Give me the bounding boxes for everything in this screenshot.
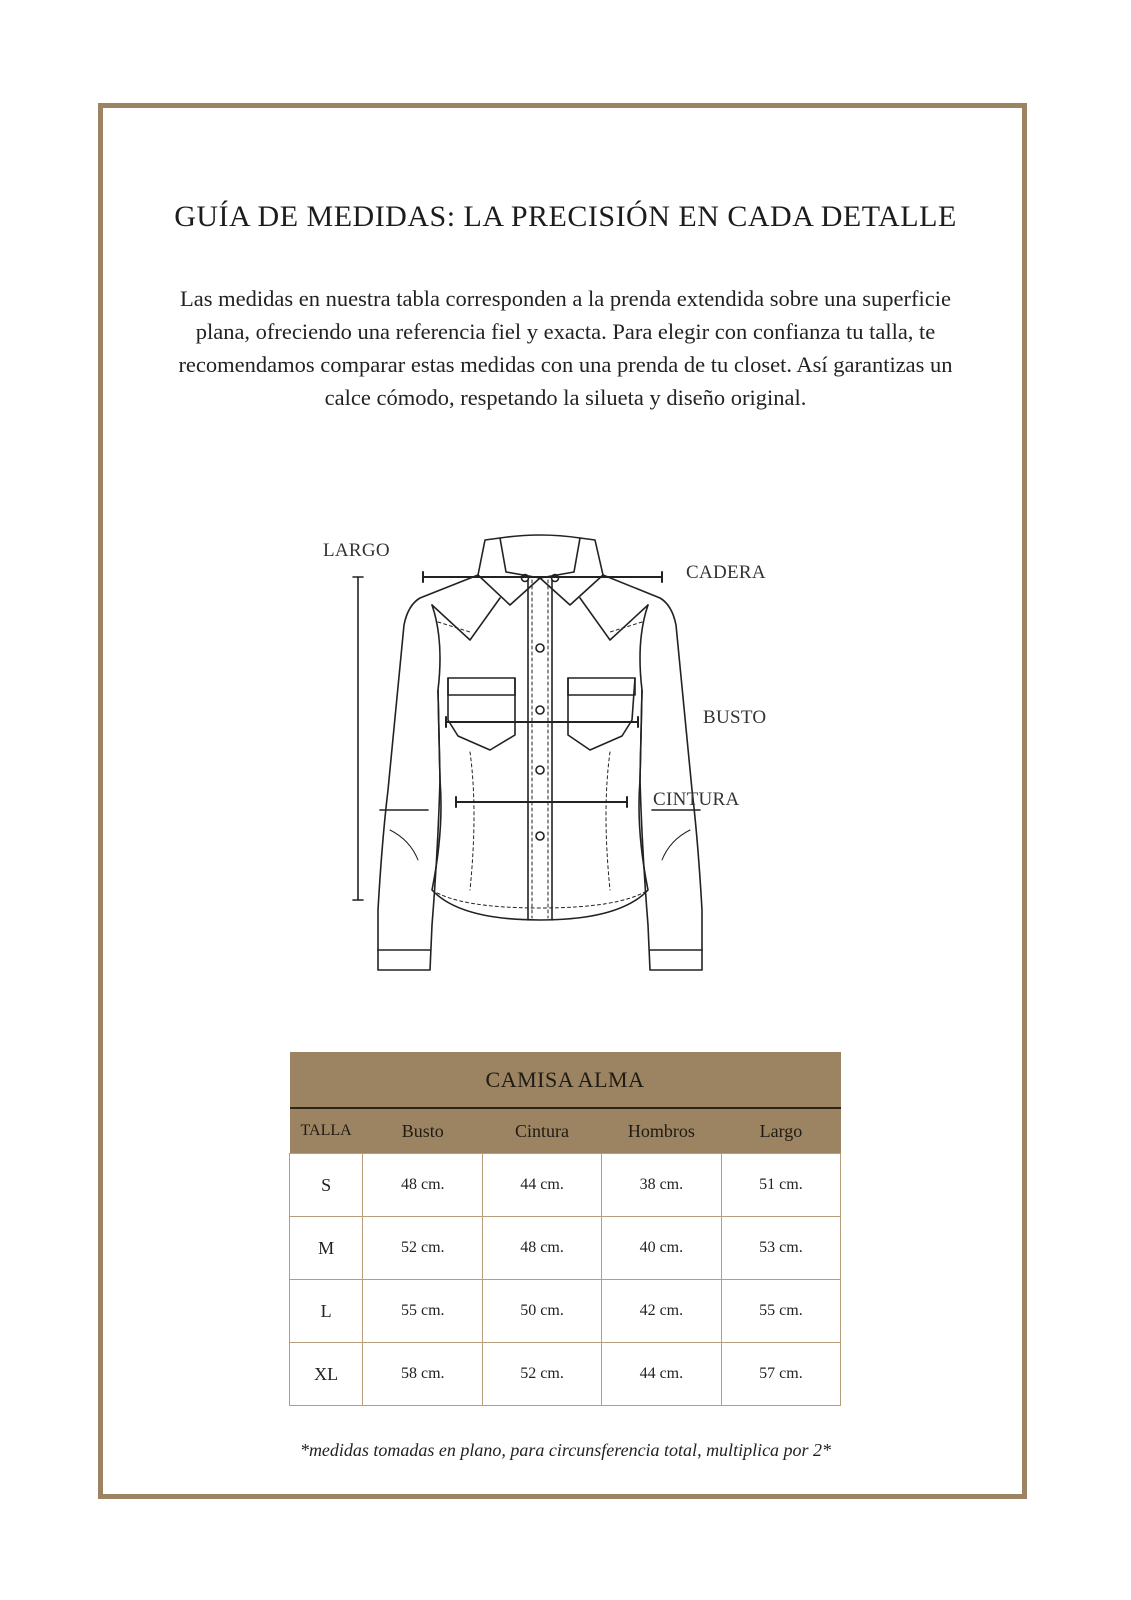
- measure-lines: [423, 572, 662, 807]
- label-busto: BUSTO: [703, 707, 767, 728]
- largo-cell: 51 cm.: [721, 1154, 840, 1217]
- hombros-cell: 40 cm.: [601, 1217, 721, 1280]
- table-row: [290, 1217, 841, 1280]
- col-header-busto: Busto: [363, 1108, 483, 1154]
- hombros-cell: 44 cm.: [601, 1343, 721, 1406]
- busto-cell: 52 cm.: [363, 1217, 483, 1280]
- table-row: [290, 1343, 841, 1406]
- cintura-cell: 50 cm.: [483, 1280, 602, 1343]
- col-header-talla: TALLA: [290, 1108, 363, 1154]
- label-cadera: CADERA: [686, 562, 766, 583]
- page-title: GUÍA DE MEDIDAS: LA PRECISIÓN EN CADA DETALLE: [174, 200, 957, 233]
- cintura-cell: 52 cm.: [483, 1343, 602, 1406]
- table-row: [290, 1280, 841, 1343]
- busto-cell: 55 cm.: [363, 1280, 483, 1343]
- busto-cell: 48 cm.: [363, 1154, 483, 1217]
- cintura-cell: 48 cm.: [483, 1217, 602, 1280]
- label-largo: LARGO: [323, 540, 390, 561]
- largo-cell: 53 cm.: [721, 1217, 840, 1280]
- largo-cell: 57 cm.: [721, 1343, 840, 1406]
- col-header-largo: Largo: [721, 1108, 840, 1154]
- label-cintura: CINTURA: [653, 789, 740, 810]
- largo-cell: 55 cm.: [721, 1280, 840, 1343]
- table-row: [290, 1154, 841, 1217]
- size-cell: M: [290, 1217, 363, 1280]
- cintura-cell: 44 cm.: [483, 1154, 602, 1217]
- table-title: CAMISA ALMA: [290, 1052, 841, 1108]
- size-cell: L: [290, 1280, 363, 1343]
- col-header-hombros: Hombros: [601, 1108, 721, 1154]
- size-table: [289, 1052, 841, 1406]
- shirt-illustration: [320, 480, 820, 1020]
- col-header-cintura: Cintura: [483, 1108, 602, 1154]
- hombros-cell: 38 cm.: [601, 1154, 721, 1217]
- shirt-diagram: [320, 480, 820, 1020]
- busto-cell: 58 cm.: [363, 1343, 483, 1406]
- intro-paragraph: Las medidas en nuestra tabla corresponden a la prenda extendida sobre una superficie plana, ofreciendo una referencia fiel y exacta. Para elegir con confianza tu talla, te recomendamos comparar estas medidas con una prenda de tu closet. Así garantizas un calce cómodo, respetando la silueta y diseño original.: [178, 286, 953, 410]
- footnote: *medidas tomadas en plano, para circunsferencia total, multiplica por 2*: [299, 1440, 832, 1460]
- hombros-cell: 42 cm.: [601, 1280, 721, 1343]
- size-cell: S: [290, 1154, 363, 1217]
- size-cell: XL: [290, 1343, 363, 1406]
